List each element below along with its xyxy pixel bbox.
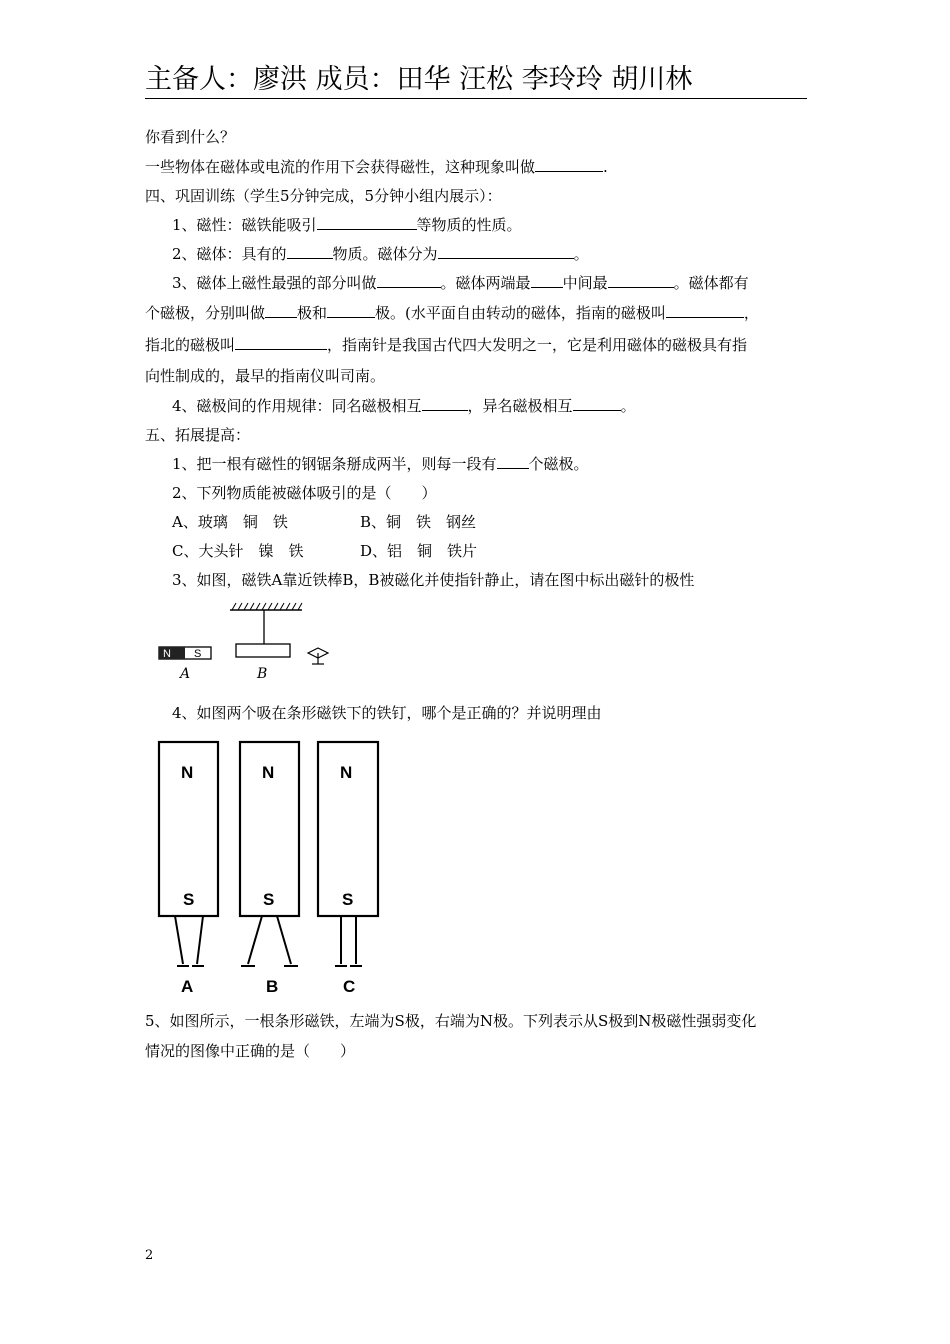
question-5-1: 1、把一根有磁性的钢锯条掰成两半，则每一段有 个磁极。 — [172, 455, 589, 473]
ceiling-hatch — [232, 603, 302, 610]
question-4-1: 1、磁性：磁铁能吸引 等物质的性质。 — [172, 216, 522, 234]
answer-blank[interactable] — [287, 244, 333, 259]
nails-b — [241, 916, 298, 966]
magnet-a-s: S — [183, 890, 195, 909]
compass-needle-icon — [308, 648, 328, 664]
question-5-2: 2、下列物质能被磁体吸引的是（ ） — [172, 484, 437, 502]
section-four-heading: 四、巩固训练（学生5分钟完成，5分钟小组内展示）： — [145, 187, 502, 205]
answer-blank[interactable] — [422, 396, 468, 411]
header-title: 主备人：廖洪 成员：田华 汪松 李玲玲 胡川林 — [145, 64, 693, 95]
header-rule — [145, 98, 807, 99]
answer-blank[interactable] — [265, 303, 297, 318]
option-a[interactable]: A、玻璃 铜 铁 — [172, 513, 288, 531]
magnet-b-s: S — [263, 890, 275, 909]
option-b[interactable]: B、铜 铁 钢丝 — [360, 513, 477, 531]
magnet-iron-bar-figure — [150, 598, 350, 684]
nails-label-b: B — [266, 977, 279, 996]
question-5-5: 5、如图所示，一根条形磁铁，左端为S极，右端为N极。下列表示从S极到N极磁性强弱变化 — [145, 1012, 757, 1030]
nails-label-c: C — [343, 977, 356, 996]
question-4-3: 3、磁体上磁性最强的部分叫做 。磁体两端最 中间最 。磁体都有 — [172, 274, 749, 292]
magnet-a-n: N — [181, 763, 194, 782]
answer-blank[interactable] — [666, 303, 744, 318]
bar-magnets-nails-figure — [148, 738, 388, 996]
label-a: A — [180, 666, 191, 682]
question-4-3-cont-1: 个磁极，分别叫做 极和 极。(水平面自由转动的磁体，指南的磁极叫 ， — [145, 304, 759, 322]
iron-bar-b — [236, 644, 290, 657]
option-d[interactable]: D、铝 铜 铁片 — [360, 542, 478, 560]
magnet-a-n-label: N — [163, 648, 171, 660]
magnet-b-n: N — [262, 763, 275, 782]
text-line-1: 你看到什么？ — [145, 128, 236, 146]
answer-blank[interactable] — [535, 157, 603, 172]
nails-label-a: A — [181, 977, 194, 996]
answer-blank[interactable] — [497, 454, 529, 469]
answer-blank[interactable] — [531, 273, 563, 288]
nails-c — [335, 916, 362, 966]
question-5-5-cont: 情况的图像中正确的是（ ） — [145, 1042, 356, 1060]
section-five-heading: 五、拓展提高： — [145, 426, 251, 444]
answer-blank[interactable] — [317, 215, 417, 230]
option-c[interactable]: C、大头针 镍 铁 — [172, 542, 304, 560]
magnet-c-s: S — [342, 890, 354, 909]
question-4-3-cont-2: 指北的磁极叫 ，指南针是我国古代四大发明之一，它是利用磁体的磁极具有指 — [145, 336, 748, 354]
question-4-2: 2、磁体：具有的 物质。磁体分为 。 — [172, 245, 589, 263]
nails-a — [175, 916, 204, 966]
answer-blank[interactable] — [573, 396, 621, 411]
answer-blank[interactable] — [235, 335, 327, 350]
question-4-3-cont-3: 向性制成的，最早的指南仪叫司南。 — [145, 367, 386, 385]
answer-blank[interactable] — [608, 273, 674, 288]
question-4-4: 4、磁极间的作用规律：同名磁极相互 ，异名磁极相互 。 — [172, 397, 636, 415]
page-number: 2 — [145, 1248, 154, 1263]
answer-blank[interactable] — [327, 303, 375, 318]
answer-blank[interactable] — [377, 273, 441, 288]
magnet-a-s-label: S — [194, 648, 202, 660]
text-line-2: 一些物体在磁体或电流的作用下会获得磁性，这种现象叫做 . — [145, 158, 608, 176]
magnet-c-n: N — [340, 763, 353, 782]
question-5-3: 3、如图，磁铁A靠近铁棒B，B被磁化并使指针静止，请在图中标出磁针的极性 — [172, 571, 695, 589]
question-5-4: 4、如图两个吸在条形磁铁下的铁钉，哪个是正确的？并说明理由 — [172, 704, 602, 722]
answer-blank[interactable] — [438, 244, 574, 259]
label-b: B — [257, 666, 268, 682]
